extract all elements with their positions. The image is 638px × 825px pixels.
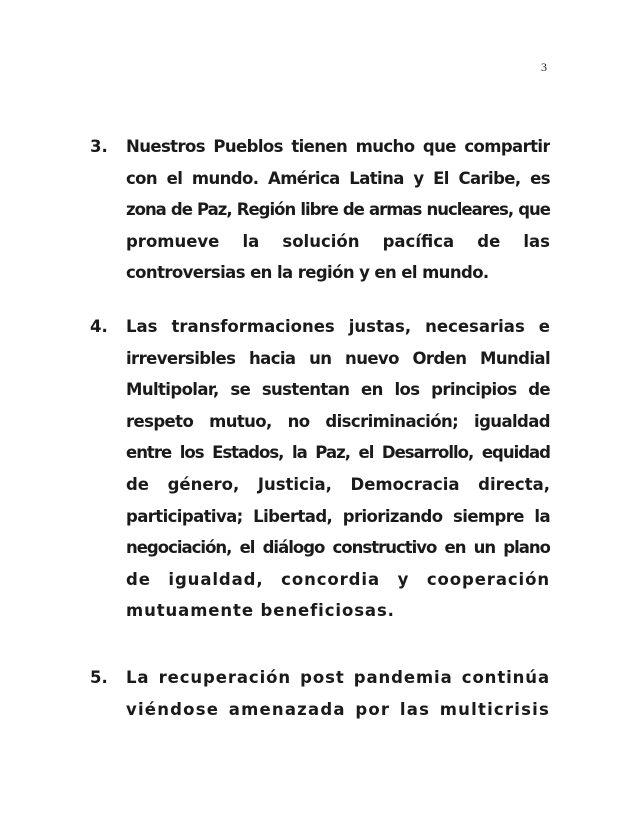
item-number: 3.	[90, 137, 108, 156]
text-line: promueve la solución pacífica de las	[126, 231, 550, 251]
text-line: participativa; Libertad, priorizando siempre la	[126, 506, 550, 526]
paragraph	[126, 131, 550, 289]
text-line: Nuestros Pueblos tienen mucho que compartir	[126, 137, 550, 156]
text-line: negociación, el diálogo constructivo en un plano	[126, 538, 550, 558]
text-line: respeto mutuo, no discriminación; igualdad	[126, 411, 550, 431]
list-item	[90, 662, 550, 725]
text-line: entre los Estados, la Paz, el Desarrollo, equidad	[126, 443, 550, 463]
text-line: con el mundo. América Latina y El Caribe, es	[126, 168, 550, 188]
text-line: Las transformaciones justas, necesarias e	[126, 317, 550, 336]
paragraph	[126, 662, 550, 725]
text-line: mutuamente beneficiosas.	[126, 601, 395, 621]
text-line: La recuperación post pandemia continúa	[126, 668, 550, 687]
text-line: viéndose amenazada por las multicrisis	[126, 699, 550, 719]
text-line: irreversibles hacia un nuevo Orden Mundial	[126, 348, 550, 368]
text-line: controversias en la región y en el mundo.	[126, 263, 489, 283]
item-number: 5.	[90, 668, 108, 687]
text-line: de igualdad, concordia y cooperación	[126, 569, 550, 589]
list-item	[90, 131, 550, 289]
page-number: 3	[541, 60, 547, 74]
text-line: zona de Paz, Región libre de armas nucleares, que	[126, 200, 550, 220]
text-line: Multipolar, se sustentan en los principios de	[126, 380, 550, 400]
text-line: de género, Justicia, Democracia directa,	[126, 474, 550, 494]
paragraph	[126, 311, 550, 627]
list-item	[90, 311, 550, 627]
item-number: 4.	[90, 317, 108, 336]
